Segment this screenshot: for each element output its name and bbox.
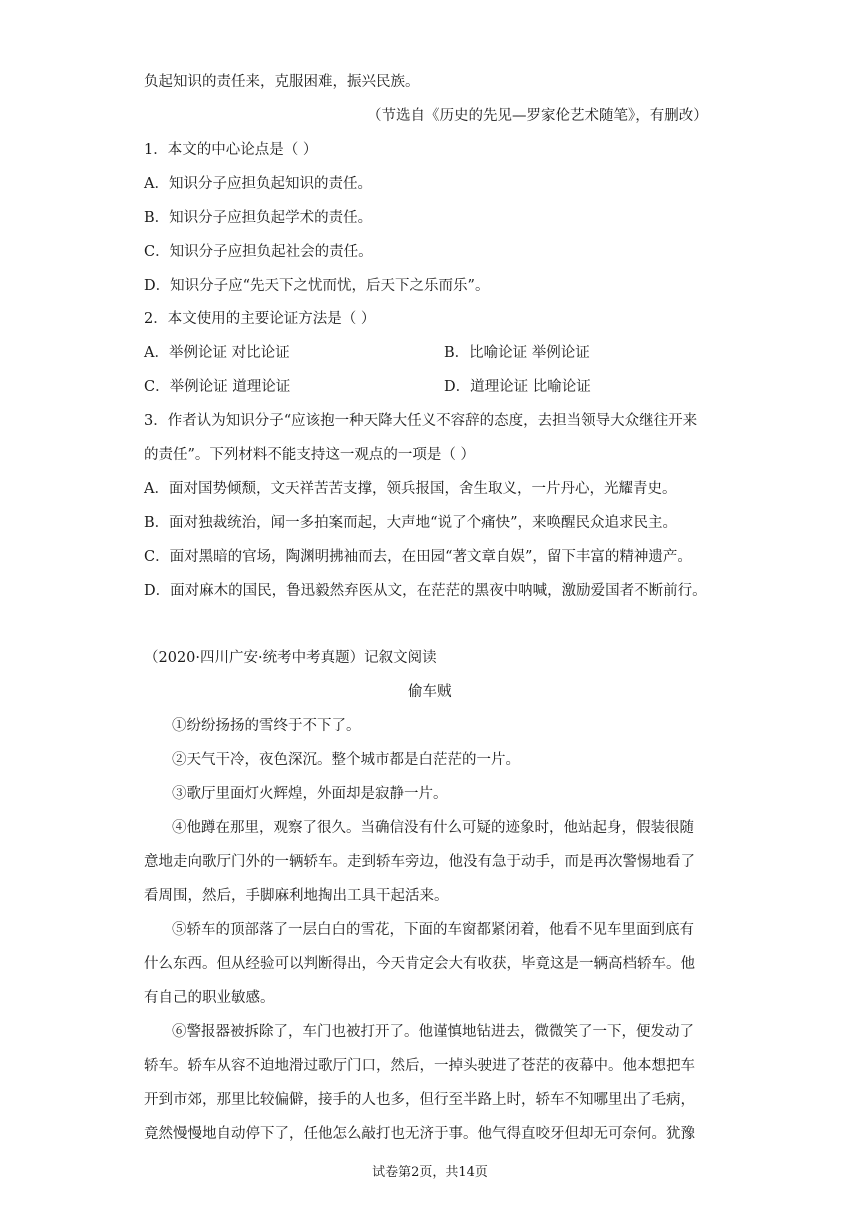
paragraph-2: ②天气干冷，夜色深沉。整个城市都是白茫茫的一片。 (172, 752, 520, 768)
question-3-option-a: A．面对国势倾颓，文天祥苦苦支撑，领兵报国，舍生取义，一片丹心，光耀青史。 (144, 481, 677, 497)
paragraph-6-line-2: 轿车。轿车从容不迫地滑过歌厅门口，然后，一掉头驶进了苍茫的夜幕中。他本想把车 (144, 1058, 695, 1074)
question-1-option-a: A．知识分子应担负起知识的责任。 (144, 176, 372, 192)
paragraph-3: ③歌厅里面灯火辉煌，外面却是寂静一片。 (172, 786, 448, 802)
paragraph-5-line-2: 什么东西。但从经验可以判断得出，今天肯定会大有收获，毕竟这是一辆高档轿车。他 (144, 956, 695, 972)
question-2-stem: 2．本文使用的主要论证方法是（ ） (144, 311, 376, 327)
story-title: 偷车贼 (408, 684, 452, 700)
question-1-option-b: B．知识分子应担负起学术的责任。 (144, 210, 373, 226)
paragraph-6-line-1: ⑥警报器被拆除了，车门也被打开了。他谨慎地钻进去，微微笑了一下，便发动了 (172, 1024, 694, 1040)
paragraph-4-line-1: ④他蹲在那里，观察了很久。当确信没有什么可疑的迹象时，他站起身，假装很随 (172, 820, 694, 836)
paragraph-4-line-2: 意地走向歌厅门外的一辆轿车。走到轿车旁边，他没有急于动手，而是再次警惕地看了 (144, 854, 695, 870)
question-2-option-b: B．比喻论证 举例论证 (444, 345, 590, 361)
question-1-option-d: D．知识分子应“先天下之忧而忧，后天下之乐而乐”。 (144, 278, 490, 294)
question-3-option-b: B．面对独裁统治，闻一多拍案而起，大声地“说了个痛快”，来唤醒民众追求民主。 (144, 515, 677, 531)
paragraph-5-line-3: 有自己的职业敏感。 (144, 990, 275, 1006)
paragraph-4-line-3: 看周围，然后，手脚麻利地掏出工具干起活来。 (144, 888, 449, 904)
question-2-option-d: D．道理论证 比喻论证 (444, 379, 591, 395)
passage-last-line: 负起知识的责任来，克服困难，振兴民族。 (144, 74, 420, 90)
question-3-stem-line-1: 3．作者认为知识分子“应该抱一种天降大任义不容辞的态度，去担当领导大众继往开来 (144, 413, 698, 429)
paragraph-5-line-1: ⑤轿车的顶部落了一层白白的雪花，下面的车窗都紧闭着，他看不见车里面到底有 (172, 922, 694, 938)
paragraph-6-line-3: 开到市郊，那里比较偏僻，接手的人也多，但行至半路上时，轿车不知哪里出了毛病， (144, 1092, 695, 1108)
question-2-option-c: C．举例论证 道理论证 (144, 379, 291, 395)
question-3-option-c: C．面对黑暗的官场，陶渊明拂袖而去，在田园“著文章自娱”，留下丰富的精神遗产。 (144, 549, 692, 565)
question-3-option-d: D．面对麻木的国民，鲁迅毅然弃医从文，在茫茫的黑夜中呐喊，激励爱国者不断前行。 (144, 583, 707, 599)
paragraph-1: ①纷纷扬扬的雪终于不下了。 (172, 718, 361, 734)
question-1-stem: 1．本文的中心论点是（ ） (144, 142, 318, 158)
question-3-stem-line-2: 的责任”。下列材料不能支持这一观点的一项是（ ） (144, 447, 476, 463)
page-footer: 试卷第2页，共14页 (372, 1165, 488, 1180)
question-2-option-a: A．举例论证 对比论证 (144, 345, 290, 361)
passage-source: （节选自《历史的先见—罗家伦艺术随笔》，有删改） (367, 108, 708, 124)
question-1-option-c: C．知识分子应担负起社会的责任。 (144, 244, 373, 260)
paragraph-6-line-4: 竟然慢慢地自动停下了，任他怎么敲打也无济于事。他气得直咬牙但却无可奈何。犹豫 (144, 1126, 695, 1142)
section-header: （2020·四川广安·统考中考真题）记叙文阅读 (144, 650, 437, 666)
